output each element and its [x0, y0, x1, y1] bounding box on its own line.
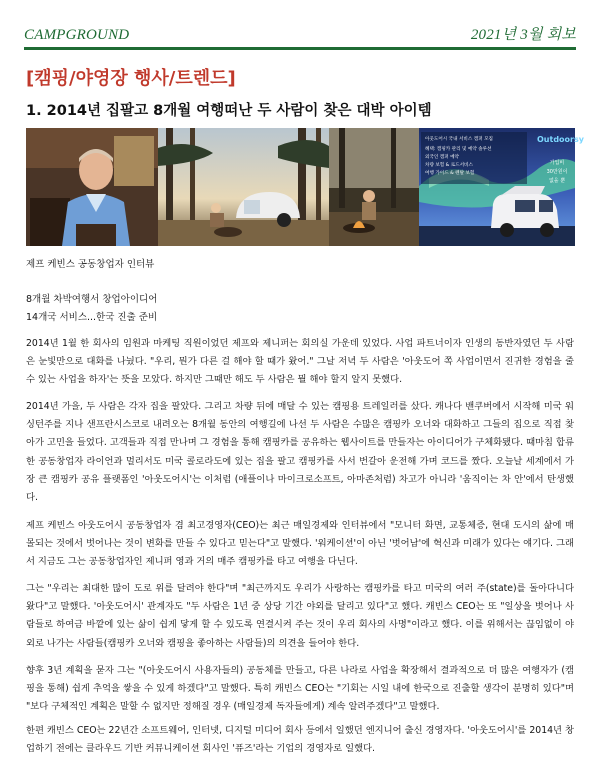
article-photo-strip: [26, 128, 584, 246]
photo-caption: 제프 케빈스 공동창업자 인터뷰: [26, 259, 155, 270]
outdoorsy-banner-image: [419, 128, 584, 246]
banner-side-text: 가입비: [549, 160, 565, 166]
banner-line: 외국인 캠퍼 예약: [425, 155, 459, 160]
banner-line: 아웃도어시 국내 서비스 캠퍼 모집: [425, 137, 493, 142]
trailer-forest-image: [158, 128, 329, 246]
article-paragraph: 2014년 1월 한 회사의 임원과 마케팅 직원이었던 제프와 제니퍼는 회의실 가운데 있었다. 사업 파트너이자 인생의 동반자였던 두 사람은 눈빛만으로 대화를 나눴다. "우리, 뭔가 다른 걸 해야 할 때가 왔어." 그날 저녁 두 사람은 '아웃도어 쪽 사업이면서 진귀한 경험을 줄 수 있는 사업을 하자'는 뜻을 모았다. 하지만 그때만 해도 두 사람은 뭘 해야 할지 알지 못했다.: [26, 338, 574, 386]
svg-text:가입비: [550, 159, 565, 166]
campfire-image: [329, 128, 419, 246]
article-paragraph: 2014년 가을, 두 사람은 각자 집을 팔았다. 그리고 차량 뒤에 매달 수 있는 캠핑용 트레일러를 샀다. 캐나다 밴쿠버에서 시작해 미국 워싱턴주를 지나 샌프란시스코로 내려오는 8개월 동안의 여행길에 나선 두 사람은 수많은 캠핑카 오너와 대화하고 그들의 집으로 직접 찾아가 고민을 들었다. 고객들과 직접 만나며 그 경험을 통해 캠핑카를 공유하는 웹사이트를 만들자는 아이디어가 구체화됐다. 때마침 합류한 공동창업자 라이언과 멀리서도 미국 콜로라도에 있는 집을 팔고 캠핑카를 사서 번갈아 운전해 가며 코드를 짰다. 오늘날 세계에서 가장 큰 캠핑카 공유 플랫폼인 '아웃도어시'는 이처럼 (애플이나 마이크로소프트, 아마존처럼) 차고가 아니라 '움직이는 차 안'에서 탄생했다.: [26, 401, 574, 504]
article-paragraph: 제프 케빈스 아웃도어시 공동창업자 겸 최고경영자(CEO)는 최근 매일경제와 인터뷰에서 "모니터 화면, 교통체증, 현대 도시의 삶에 매몰되는 것에서 벗어나는 것이 변화를 만들 수 있다고 믿는다"고 말했다. '워케이션'이 아닌 '벗어남'에 혁신과 미래가 있다는 얘기다. 그래서 지금도 그는 공동창업자인 제니퍼 영과 거의 매주 캠핑카를 타고 여행을 다닌다.: [26, 520, 574, 568]
newsletter-brand: CAMPGROUND: [24, 27, 130, 43]
banner-side-text: 30만원이: [546, 169, 568, 175]
article-subtitle: 8개월 차박여행서 창업아이디어: [26, 294, 158, 305]
banner-line: 여행 가이드 & 렌탈 보험: [425, 171, 475, 176]
founder-portrait-image: [26, 128, 158, 246]
outdoorsy-logo: Outdoorsy: [537, 135, 584, 144]
banner-side-text: 없을 뿐: [548, 178, 566, 184]
page-header: [24, 24, 576, 50]
photo-campfire: [329, 128, 419, 246]
article-title: 1. 2014년 집팔고 8개월 여행떠난 두 사람이 찾은 대박 아이템: [26, 103, 432, 119]
photo-outdoorsy-banner: [419, 128, 584, 246]
banner-line: 차량 보험 & 로드서비스: [425, 163, 473, 168]
section-title: [캠핑/야영장 행사/트렌드]: [26, 68, 236, 89]
article-paragraph: 향후 3년 계획을 묻자 그는 "(아웃도어시 사용자들의) 공동체를 만들고, 다른 나라로 사업을 확장해서 결과적으로 더 많은 여행자가 (캠핑을 통해) 쉽게 추억을 쌓을 수 있게 하겠다"고 말했다. 특히 캐빈스 CEO는 "기회는 시일 내에 한국으로 진출할 생각이 분명히 있다"며 "보다 구체적인 계획은 말할 수 없지만 정해질 경우 (매일경제 독자들에게) 계속 알려주겠다"고 말했다.: [26, 665, 574, 713]
svg-text:30만원이: [547, 168, 568, 175]
article-paragraph: 그는 "우리는 최대한 많이 도로 위를 달려야 한다"며 "최근까지도 우리가 사랑하는 캠핑카를 타고 미국의 여러 주(state)를 돌아다니다 왔다"고 말했다. '아웃도어시' 관계자도 "두 사람은 1년 중 상당 기간 야외를 달리고 있다"고 했다. 캐빈스 CEO는 또 "일상을 벗어나 사람들로 하여금 바깥에 있는 삶이 쉽게 닿게 할 수 있도록 연결시켜 주는 것이 우리 회사의 사명"이라고 했다. 이를 위해서는 끊임없이 야외로 나가는 사람들(캠핑카 오너와 캠핑을 좋아하는 사람들)의 의견을 들어야 한다.: [26, 583, 574, 649]
banner-line: 혜택: 캠핑카 관리 및 예약 솔루션: [425, 147, 492, 152]
photo-founder-portrait: [26, 128, 158, 246]
article-subtitle: 14개국 서비스...한국 진출 준비: [26, 312, 158, 323]
svg-text:없을 뿐: [549, 177, 565, 184]
photo-trailer-forest: [158, 128, 329, 246]
issue-label: 2021년 3월 회보: [470, 27, 576, 43]
article-paragraph: 한편 캐빈스 CEO는 22년간 소프트웨어, 인터넷, 디지털 미디어 회사 등에서 일했던 엔지니어 출신 경영자다. '아웃도어시'를 2014년 창업하기 전에는 클라우드 기반 커뮤니케이션 회사인 '퓨즈'라는 기업의 경영자로 일했다.: [26, 725, 574, 755]
